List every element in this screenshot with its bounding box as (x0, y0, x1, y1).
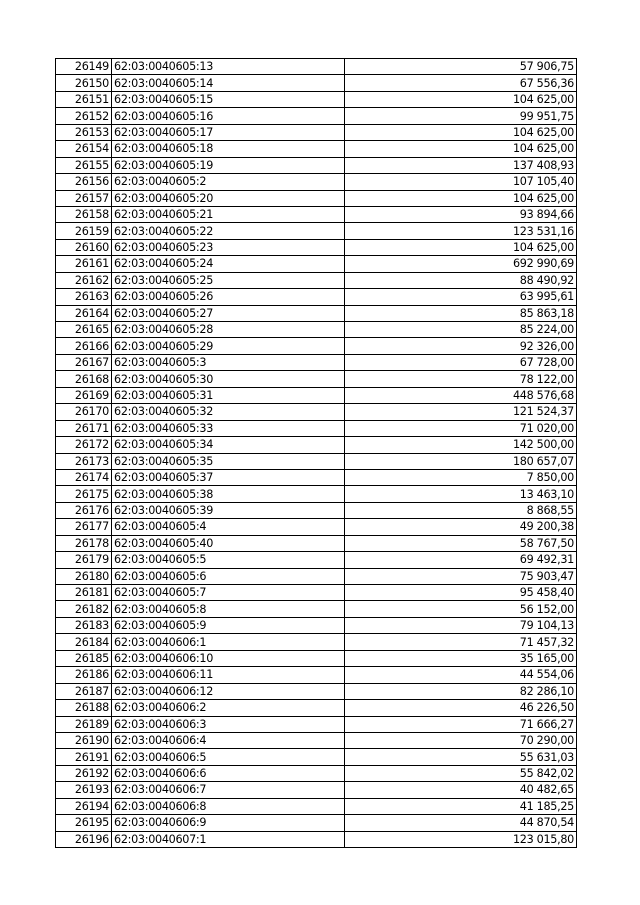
value-cell: 56 152,00 (345, 601, 577, 617)
value-cell: 99 951,75 (345, 108, 577, 124)
table-row (56, 141, 577, 157)
table-row (56, 732, 577, 748)
table-row (56, 765, 577, 781)
value-cell: 123 015,80 (345, 831, 577, 847)
row-number-cell: 26161 (56, 256, 112, 272)
cadastral-number-cell: 62:03:0040605:6 (112, 568, 345, 584)
cadastral-number-cell: 62:03:0040605:4 (112, 519, 345, 535)
row-number-cell: 26162 (56, 272, 112, 288)
value-cell: 95 458,40 (345, 585, 577, 601)
table-row (56, 256, 577, 272)
table-body (56, 59, 577, 848)
value-cell: 40 482,65 (345, 782, 577, 798)
cadastral-number-cell: 62:03:0040606:6 (112, 765, 345, 781)
row-number-cell: 26184 (56, 634, 112, 650)
row-number-cell: 26160 (56, 239, 112, 255)
table-row (56, 502, 577, 518)
table-row (56, 289, 577, 305)
cadastral-number-cell: 62:03:0040605:34 (112, 437, 345, 453)
value-cell: 46 226,50 (345, 700, 577, 716)
cadastral-value-table (55, 58, 577, 848)
cadastral-number-cell: 62:03:0040605:3 (112, 354, 345, 370)
row-number-cell: 26157 (56, 190, 112, 206)
row-number-cell: 26181 (56, 585, 112, 601)
value-cell: 35 165,00 (345, 650, 577, 666)
table-row (56, 601, 577, 617)
cadastral-number-cell: 62:03:0040605:8 (112, 601, 345, 617)
row-number-cell: 26180 (56, 568, 112, 584)
row-number-cell: 26191 (56, 749, 112, 765)
table-row (56, 782, 577, 798)
row-number-cell: 26154 (56, 141, 112, 157)
row-number-cell: 26170 (56, 404, 112, 420)
cadastral-number-cell: 62:03:0040605:19 (112, 157, 345, 173)
value-cell: 67 556,36 (345, 75, 577, 91)
table-row (56, 322, 577, 338)
table-row (56, 831, 577, 847)
table-row (56, 387, 577, 403)
row-number-cell: 26152 (56, 108, 112, 124)
cadastral-number-cell: 62:03:0040605:24 (112, 256, 345, 272)
cadastral-number-cell: 62:03:0040606:7 (112, 782, 345, 798)
value-cell: 92 326,00 (345, 338, 577, 354)
row-number-cell: 26163 (56, 289, 112, 305)
cadastral-number-cell: 62:03:0040605:16 (112, 108, 345, 124)
cadastral-number-cell: 62:03:0040605:31 (112, 387, 345, 403)
row-number-cell: 26172 (56, 437, 112, 453)
cadastral-number-cell: 62:03:0040605:20 (112, 190, 345, 206)
row-number-cell: 26164 (56, 305, 112, 321)
value-cell: 104 625,00 (345, 124, 577, 140)
table-row (56, 157, 577, 173)
table-row (56, 404, 577, 420)
cadastral-number-cell: 62:03:0040605:25 (112, 272, 345, 288)
table-row (56, 519, 577, 535)
value-cell: 137 408,93 (345, 157, 577, 173)
row-number-cell: 26165 (56, 322, 112, 338)
cadastral-number-cell: 62:03:0040607:1 (112, 831, 345, 847)
cadastral-number-cell: 62:03:0040605:27 (112, 305, 345, 321)
row-number-cell: 26183 (56, 617, 112, 633)
table-row (56, 634, 577, 650)
value-cell: 93 894,66 (345, 206, 577, 222)
cadastral-number-cell: 62:03:0040606:12 (112, 683, 345, 699)
table-row (56, 535, 577, 551)
cadastral-number-cell: 62:03:0040606:5 (112, 749, 345, 765)
row-number-cell: 26188 (56, 700, 112, 716)
value-cell: 49 200,38 (345, 519, 577, 535)
value-cell: 104 625,00 (345, 91, 577, 107)
table-row (56, 354, 577, 370)
value-cell: 13 463,10 (345, 486, 577, 502)
value-cell: 78 122,00 (345, 371, 577, 387)
cadastral-number-cell: 62:03:0040605:13 (112, 59, 345, 75)
row-number-cell: 26158 (56, 206, 112, 222)
table-row (56, 124, 577, 140)
table-row (56, 453, 577, 469)
table-row (56, 371, 577, 387)
row-number-cell: 26168 (56, 371, 112, 387)
table-row (56, 486, 577, 502)
row-number-cell: 26177 (56, 519, 112, 535)
cadastral-number-cell: 62:03:0040605:39 (112, 502, 345, 518)
value-cell: 71 020,00 (345, 420, 577, 436)
row-number-cell: 26151 (56, 91, 112, 107)
cadastral-number-cell: 62:03:0040606:10 (112, 650, 345, 666)
value-cell: 107 105,40 (345, 174, 577, 190)
row-number-cell: 26166 (56, 338, 112, 354)
value-cell: 85 863,18 (345, 305, 577, 321)
table-row (56, 568, 577, 584)
cadastral-number-cell: 62:03:0040605:5 (112, 552, 345, 568)
value-cell: 63 995,61 (345, 289, 577, 305)
cadastral-number-cell: 62:03:0040605:2 (112, 174, 345, 190)
table-row (56, 338, 577, 354)
cadastral-number-cell: 62:03:0040605:35 (112, 453, 345, 469)
table-row (56, 815, 577, 831)
value-cell: 69 492,31 (345, 552, 577, 568)
cadastral-number-cell: 62:03:0040606:8 (112, 798, 345, 814)
cadastral-number-cell: 62:03:0040605:17 (112, 124, 345, 140)
row-number-cell: 26193 (56, 782, 112, 798)
value-cell: 85 224,00 (345, 322, 577, 338)
row-number-cell: 26153 (56, 124, 112, 140)
table-row (56, 305, 577, 321)
row-number-cell: 26192 (56, 765, 112, 781)
row-number-cell: 26185 (56, 650, 112, 666)
table-row (56, 206, 577, 222)
cadastral-number-cell: 62:03:0040605:26 (112, 289, 345, 305)
cadastral-number-cell: 62:03:0040606:3 (112, 716, 345, 732)
row-number-cell: 26150 (56, 75, 112, 91)
row-number-cell: 26194 (56, 798, 112, 814)
table-row (56, 617, 577, 633)
table-row (56, 223, 577, 239)
table-row (56, 91, 577, 107)
table-row (56, 650, 577, 666)
value-cell: 44 554,06 (345, 667, 577, 683)
table-row (56, 239, 577, 255)
value-cell: 180 657,07 (345, 453, 577, 469)
row-number-cell: 26179 (56, 552, 112, 568)
row-number-cell: 26169 (56, 387, 112, 403)
value-cell: 58 767,50 (345, 535, 577, 551)
cadastral-number-cell: 62:03:0040605:33 (112, 420, 345, 436)
table-row (56, 585, 577, 601)
value-cell: 104 625,00 (345, 190, 577, 206)
row-number-cell: 26159 (56, 223, 112, 239)
cadastral-number-cell: 62:03:0040605:15 (112, 91, 345, 107)
row-number-cell: 26178 (56, 535, 112, 551)
table-row (56, 420, 577, 436)
row-number-cell: 26189 (56, 716, 112, 732)
value-cell: 57 906,75 (345, 59, 577, 75)
cadastral-number-cell: 62:03:0040605:9 (112, 617, 345, 633)
table-row (56, 667, 577, 683)
row-number-cell: 26196 (56, 831, 112, 847)
table-row (56, 174, 577, 190)
row-number-cell: 26171 (56, 420, 112, 436)
value-cell: 44 870,54 (345, 815, 577, 831)
cadastral-number-cell: 62:03:0040605:14 (112, 75, 345, 91)
value-cell: 448 576,68 (345, 387, 577, 403)
table-row (56, 552, 577, 568)
cadastral-number-cell: 62:03:0040605:40 (112, 535, 345, 551)
cadastral-number-cell: 62:03:0040606:4 (112, 732, 345, 748)
cadastral-number-cell: 62:03:0040606:11 (112, 667, 345, 683)
table-row (56, 469, 577, 485)
cadastral-number-cell: 62:03:0040605:30 (112, 371, 345, 387)
value-cell: 55 842,02 (345, 765, 577, 781)
row-number-cell: 26149 (56, 59, 112, 75)
value-cell: 142 500,00 (345, 437, 577, 453)
table-row (56, 749, 577, 765)
value-cell: 82 286,10 (345, 683, 577, 699)
value-cell: 7 850,00 (345, 469, 577, 485)
value-cell: 41 185,25 (345, 798, 577, 814)
table-row (56, 272, 577, 288)
cadastral-number-cell: 62:03:0040605:22 (112, 223, 345, 239)
row-number-cell: 26176 (56, 502, 112, 518)
cadastral-number-cell: 62:03:0040605:37 (112, 469, 345, 485)
row-number-cell: 26190 (56, 732, 112, 748)
cadastral-number-cell: 62:03:0040605:38 (112, 486, 345, 502)
value-cell: 8 868,55 (345, 502, 577, 518)
cadastral-number-cell: 62:03:0040605:21 (112, 206, 345, 222)
table-row (56, 437, 577, 453)
row-number-cell: 26195 (56, 815, 112, 831)
row-number-cell: 26182 (56, 601, 112, 617)
row-number-cell: 26186 (56, 667, 112, 683)
value-cell: 104 625,00 (345, 239, 577, 255)
table-row (56, 700, 577, 716)
row-number-cell: 26174 (56, 469, 112, 485)
value-cell: 79 104,13 (345, 617, 577, 633)
value-cell: 692 990,69 (345, 256, 577, 272)
cadastral-number-cell: 62:03:0040606:2 (112, 700, 345, 716)
cadastral-number-cell: 62:03:0040605:32 (112, 404, 345, 420)
table-row (56, 190, 577, 206)
value-cell: 75 903,47 (345, 568, 577, 584)
value-cell: 71 666,27 (345, 716, 577, 732)
row-number-cell: 26167 (56, 354, 112, 370)
row-number-cell: 26155 (56, 157, 112, 173)
cadastral-number-cell: 62:03:0040606:1 (112, 634, 345, 650)
row-number-cell: 26173 (56, 453, 112, 469)
table-row (56, 75, 577, 91)
cadastral-number-cell: 62:03:0040606:9 (112, 815, 345, 831)
table-row (56, 716, 577, 732)
value-cell: 123 531,16 (345, 223, 577, 239)
cadastral-number-cell: 62:03:0040605:18 (112, 141, 345, 157)
cadastral-number-cell: 62:03:0040605:28 (112, 322, 345, 338)
value-cell: 67 728,00 (345, 354, 577, 370)
value-cell: 88 490,92 (345, 272, 577, 288)
row-number-cell: 26156 (56, 174, 112, 190)
row-number-cell: 26175 (56, 486, 112, 502)
value-cell: 104 625,00 (345, 141, 577, 157)
cadastral-number-cell: 62:03:0040605:29 (112, 338, 345, 354)
table-row (56, 798, 577, 814)
table-row (56, 59, 577, 75)
table-row (56, 108, 577, 124)
table-row (56, 683, 577, 699)
cadastral-number-cell: 62:03:0040605:23 (112, 239, 345, 255)
cadastral-number-cell: 62:03:0040605:7 (112, 585, 345, 601)
value-cell: 70 290,00 (345, 732, 577, 748)
value-cell: 121 524,37 (345, 404, 577, 420)
value-cell: 55 631,03 (345, 749, 577, 765)
row-number-cell: 26187 (56, 683, 112, 699)
value-cell: 71 457,32 (345, 634, 577, 650)
